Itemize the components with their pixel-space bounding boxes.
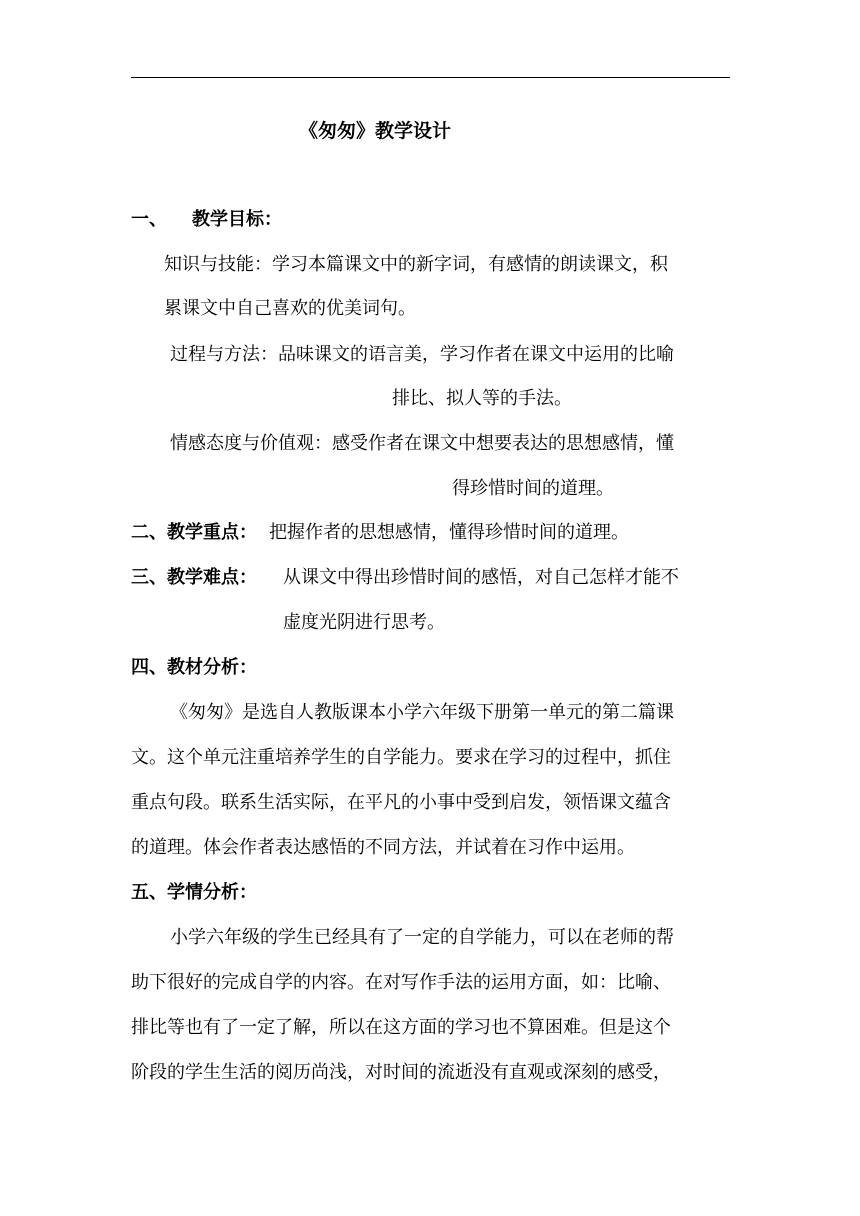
section1-number: 一、 (131, 209, 167, 230)
section5-para-line-3: 排比等也有了一定了解，所以在这方面的学习也不算困难。但是这个 (131, 1017, 671, 1038)
knowledge-line-1: 知识与技能：学习本篇课文中的新字词，有感情的朗读课文，积 (164, 254, 668, 275)
section5-para-line-1: 小学六年级的学生已经具有了一定的自学能力，可以在老师的帮 (170, 927, 674, 948)
section5-heading: 五、学情分析： (131, 882, 257, 903)
section1-heading: 教学目标： (192, 209, 282, 230)
section3-text-line-2: 虚度光阴进行思考。 (283, 612, 445, 633)
section4-heading: 四、教材分析： (131, 657, 257, 678)
document-title: 《匆匆》教学设计 (299, 120, 452, 142)
section4-para-line-2: 文。这个单元注重培养学生的自学能力。要求在学习的过程中，抓住 (131, 747, 671, 768)
section5-para-line-2: 助下很好的完成自学的内容。在对写作手法的运用方面，如：比喻、 (131, 972, 671, 993)
section2-text: 把握作者的思想感情，懂得珍惜时间的道理。 (269, 522, 629, 543)
section3-text-line-1: 从课文中得出珍惜时间的感悟，对自己怎样才能不 (283, 567, 679, 588)
knowledge-line-2: 累课文中自己喜欢的优美词句。 (164, 298, 416, 319)
section4-para-line-3: 重点句段。联系生活实际，在平凡的小事中受到启发，领悟课文蕴含 (131, 792, 671, 813)
section2-heading: 二、教学重点： (131, 522, 257, 543)
process-line-1: 过程与方法：品味课文的语言美，学习作者在课文中运用的比喻 (170, 344, 674, 365)
section5-para-line-4: 阶段的学生生活的阅历尚浅，对时间的流逝没有直观或深刻的感受， (131, 1062, 671, 1083)
emotion-line-1: 情感态度与价值观：感受作者在课文中想要表达的思想感情，懂 (170, 433, 674, 454)
section4-para-line-1: 《匆匆》是选自人教版课本小学六年级下册第一单元的第二篇课 (170, 702, 674, 723)
section4-para-line-4: 的道理。体会作者表达感悟的不同方法，并试着在习作中运用。 (131, 837, 635, 858)
process-line-2: 排比、拟人等的手法。 (392, 388, 572, 409)
emotion-line-2: 得珍惜时间的道理。 (452, 478, 614, 499)
section3-heading: 三、教学难点： (131, 567, 257, 588)
header-rule (131, 77, 730, 78)
